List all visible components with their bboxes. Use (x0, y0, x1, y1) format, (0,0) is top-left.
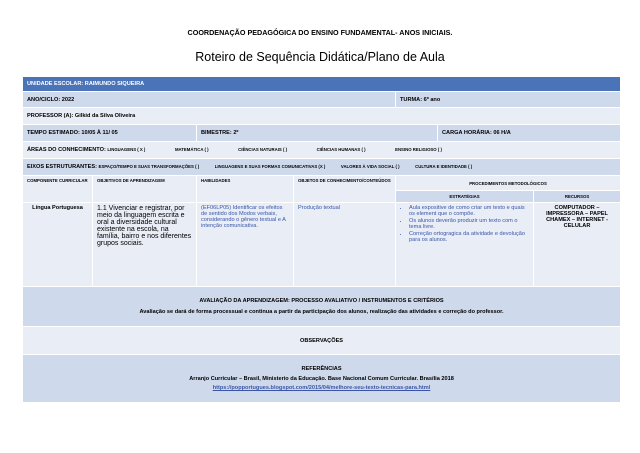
objective-cell: 1.1 Vivenciar e registrar, por meio da linguagem escrita e oral a diversidade cultural existente na escola, na família, bairro e nos diferentes grupos sociais. (93, 203, 197, 287)
references-cell (23, 355, 621, 403)
cycle-cell: ANO/CICLO: 2022 (23, 92, 396, 108)
class-cell: TURMA: 6º ano (396, 92, 621, 108)
col-procedures: PROCEDIMENTOS METODOLÓGICOS (396, 176, 621, 191)
area-religion: ENSINO RELIGIOSO ( ) (395, 147, 442, 152)
evaluation-cell (23, 287, 621, 327)
skill-cell: (EF06LP05) Identificar os efeitos de sentido dos Modos verbais, considerando o gênero textual e A intenção comunicativa. (197, 203, 294, 287)
document-title: Roteiro de Sequência Didática/Plano de Aula (195, 50, 445, 64)
strategy-item: • Correção ortogragica da atividade e devolução para os alunos. (409, 231, 529, 243)
lesson-plan-table (22, 76, 621, 403)
area-languages: LINGUAGENS ( X ) (107, 147, 146, 152)
school-row: UNIDADE ESCOLAR: RAIMUNDO SIQUEIRA (23, 77, 621, 92)
areas-label: ÁREAS DO CONHECIMENTO: (27, 147, 106, 153)
area-natural-sciences: CIÊNCIAS NATURAIS ( ) (238, 147, 288, 152)
col-strategies: ESTRATÉGIAS (396, 191, 534, 203)
axis-languages: LINGUAGENS E SUAS FORMAS COMUNICATIVAS (X ) (214, 164, 326, 169)
bimester-cell: BIMESTRE: 2º (197, 125, 438, 142)
coordination-heading: COORDENAÇÃO PEDAGÓGICA DO ENSINO FUNDAMENTAL- ANOS INICIAIS. (187, 28, 453, 37)
reference-link[interactable]: https://popportugues.blogspot.com/2015/04/melhore-seu-texto-tecnicas-para.html (212, 385, 431, 391)
evaluation-title: AVALIAÇÃO DA APRENDIZAGEM: PROCESSO AVALIATIVO / INSTRUMENTOS E CRITÉRIOS (199, 298, 444, 304)
evaluation-text: Avaliação se dará de forma processual e continua a partir da participação dos alunos, realização das atividades e correção do professor. (139, 309, 504, 315)
references-text: Arranjo Curricular – Brasil, Ministerio da Educação. Base Nacional Comum Curricular. Brasília 2018 (189, 376, 454, 382)
col-resources: RECURSOS (534, 191, 621, 203)
workload-cell: CARGA HORÁRIA: 06 H/A (438, 125, 621, 142)
area-math: MATEMÁTICA ( ) (174, 147, 209, 152)
component-cell: Língua Portuguesa (23, 203, 93, 287)
col-component: COMPONENTE CURRICULAR (23, 176, 93, 203)
col-knowledge: OBJETOS DE CONHECIMENTO/CONTEÚDOS (294, 176, 396, 203)
area-human-sciences: CIÊNCIAS HUMANAS ( ) (316, 147, 366, 152)
time-cell: TEMPO ESTIMADO: 10/05 À 11/ 05 (23, 125, 197, 142)
axis-culture: CULTURA E IDENTIDADE ( ) (415, 164, 473, 169)
axes-row (23, 159, 621, 176)
strategy-item: • Os alunos deverão produzir um texto com o tema livre. (409, 218, 529, 230)
resources-cell: COMPUTADOR – IMPRESSORA – PAPEL CHAMEX – INTERNET - CELULAR (534, 203, 621, 287)
teacher-row: PROFESSOR (A): Gilkid da Silva Oliveira (23, 108, 621, 125)
strategies-list (400, 205, 529, 243)
col-objectives: OBJETIVOS DE APRENDIZAGEM (93, 176, 197, 203)
axis-space-time: ESPAÇO/TEMPO E SUAS TRANSFORMAÇÕES ( ) (98, 164, 200, 169)
axes-label: EIXOS ESTRUTURANTES: (27, 164, 97, 170)
references-title: REFERÊNCIAS (301, 366, 342, 372)
strategy-item: • Aula expositive de como criar um texto e quais os element que o compõe. (409, 205, 529, 217)
col-skills: HABILIDADES (197, 176, 294, 203)
areas-row (23, 142, 621, 159)
knowledge-cell: Produção textual (294, 203, 396, 287)
axis-values: VALORES À VIDA SOCIAL ( ) (340, 164, 400, 169)
observations-cell: OBSERVAÇÕES (23, 327, 621, 355)
strategies-cell (396, 203, 534, 287)
